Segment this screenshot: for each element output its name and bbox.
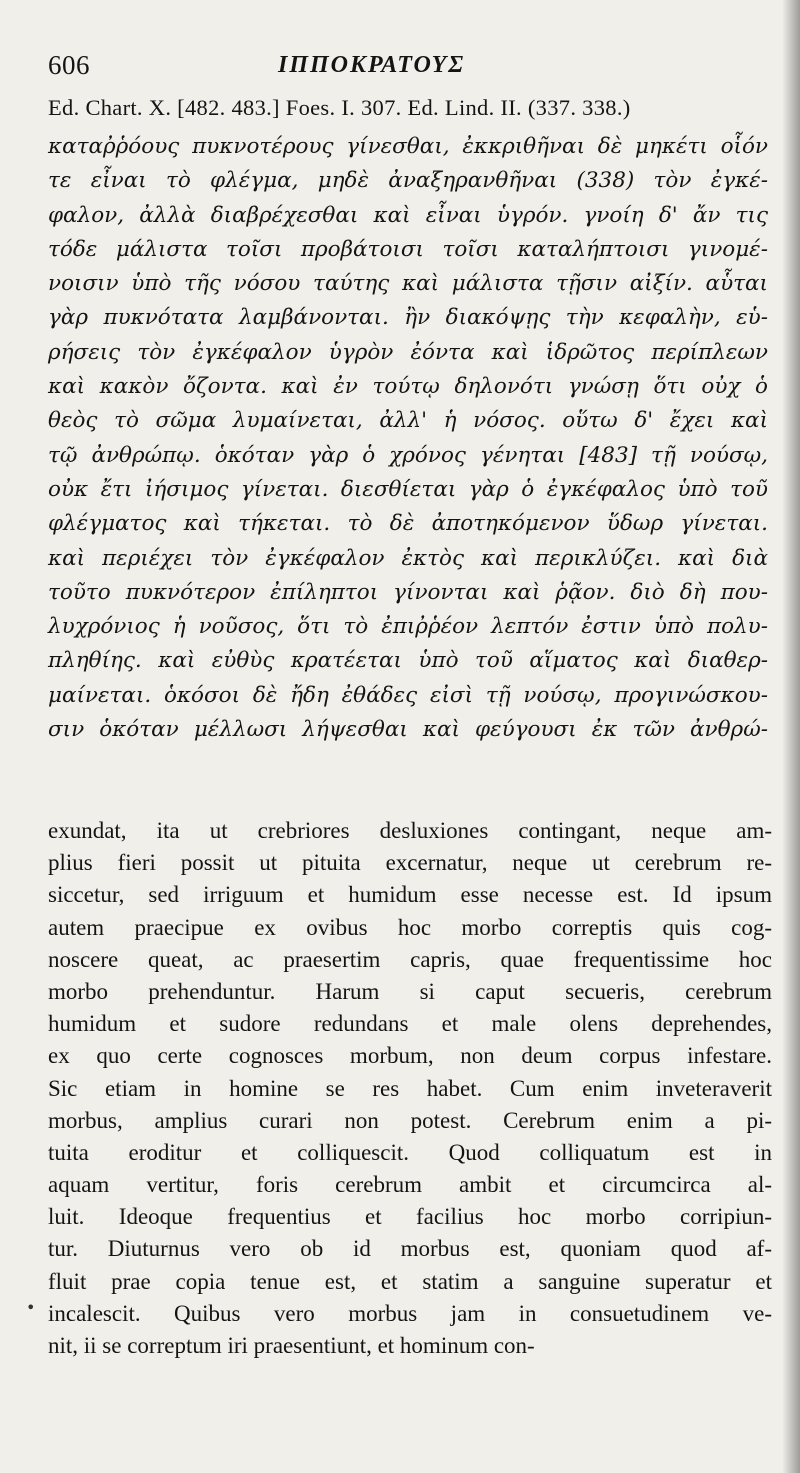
latin-line: ex quo certe cognosces morbum, non deum corpus infestare. [48, 1043, 772, 1069]
latin-line: incalescit. Quibus vero morbus jam in consuetudinem ve- [48, 1300, 772, 1326]
greek-line: πληθίης. καὶ εὐθὺς κρατέεται ὑπὸ τοῦ αἵματος καὶ διαθερ- [48, 648, 768, 674]
page-number: 606 [48, 50, 90, 80]
greek-line: καταῤῥόους πυκνοτέρους γίνεσθαι, ἐκκριθῆναι δὲ μηκέτι οἷόν [48, 134, 768, 159]
running-head [48, 50, 752, 90]
margin-dot-mark: • [26, 1298, 36, 1317]
greek-line: φλέγματος καὶ τήκεται. τὸ δὲ ἀποτηκόμενον ὕδωρ γίνεται. [48, 511, 768, 537]
greek-line: τῷ ἀνθρώπῳ. ὁκόταν γὰρ ὁ χρόνος γένηται [483] τῇ νούσῳ, [48, 442, 768, 468]
greek-line: ρήσεις τὸν ἐγκέφαλον ὑγρὸν ἐόντα καὶ ἱδρῶτος περίπλεων [48, 339, 768, 365]
latin-line: nit, ii se correptum iri praesentiunt, et hominum con- [48, 1333, 535, 1358]
latin-line: plius fieri possit ut pituita excernatur, neque ut cerebrum re- [48, 850, 772, 876]
greek-line: οὐκ ἔτι ἰήσιμος γίνεται. διεσθίεται γὰρ ὁ ἐγκέφαλος ὑπὸ τοῦ [48, 476, 768, 502]
greek-line: μαίνεται. ὁκόσοι δὲ ἤδη ἐθάδες εἰσὶ τῇ νούσῳ, προγινώσκου- [48, 682, 768, 708]
latin-line: Sic etiam in homine se res habet. Cum enim inveteraverit [48, 1075, 772, 1101]
greek-line: νοισιν ὑπὸ τῆς νόσου ταύτης καὶ μάλιστα τῇσιν αἰξίν. αὗται [48, 271, 768, 297]
greek-line: τοῦτο πυκνότερον ἐπίληπτοι γίνονται καὶ ῥᾷον. διὸ δὴ που- [48, 579, 768, 605]
latin-line: exundat, ita ut crebriores desluxiones contingant, neque am- [48, 818, 772, 843]
latin-line: tuita eroditur et colliquescit. Quod colliquatum est in [48, 1139, 772, 1165]
latin-line: aquam vertitur, foris cerebrum ambit et circumcirca al- [48, 1172, 772, 1198]
greek-line: τε εἶναι τὸ φλέγμα, μηδὲ ἀναξηρανθῆναι (338) τὸν ἐγκέ- [48, 168, 768, 194]
running-title: ΙΠΠΟΚΡΑΤΟΥΣ [278, 52, 466, 78]
latin-line: morbo prehenduntur. Harum si caput secueris, cerebrum [48, 978, 772, 1004]
latin-line: autem praecipue ex ovibus hoc morbo correptis quis cog- [48, 914, 772, 940]
latin-line: humidum et sudore redundans et male olens deprehendes, [48, 1011, 772, 1037]
latin-line: luit. Ideoque frequentius et facilius hoc morbo corripiun- [48, 1204, 772, 1230]
greek-text [48, 130, 768, 747]
latin-line: morbus, amplius curari non potest. Cerebrum enim a pi- [48, 1107, 772, 1133]
latin-line: fluit prae copia tenue est, et statim a sanguine superatur et [48, 1268, 772, 1294]
edition-reference: Ed. Chart. X. [482. 483.] Foes. I. 307. Ed. Lind. II. (337. 338.) [48, 95, 631, 120]
greek-line: γὰρ πυκνότατα λαμβάνονται. ἢν διακόψῃς τὴν κεφαλὴν, εὑ- [48, 305, 768, 331]
greek-line: καὶ κακὸν ὄζοντα. καὶ ἐν τούτῳ δηλονότι γνώσῃ ὅτι οὐχ ὁ [48, 374, 768, 400]
latin-line: noscere queat, ac praesertim capris, quae frequentissime hoc [48, 946, 772, 972]
latin-text [48, 815, 772, 1362]
greek-line: καὶ περιέχει τὸν ἐγκέφαλον ἐκτὸς καὶ περικλύζει. καὶ διὰ [48, 545, 768, 571]
greek-line: φαλον, ἀλλὰ διαβρέχεσθαι καὶ εἶναι ὑγρόν. γνοίη δ' ἄν τις [48, 202, 768, 228]
greek-line: σιν ὁκόταν μέλλωσι λήψεσθαι καὶ φεύγουσι ἐκ τῶν ἀνθρώ- [48, 717, 768, 743]
greek-line: λυχρόνιος ἡ νοῦσος, ὅτι τὸ ἐπιῤῥέον λεπτόν ἐστιν ὑπὸ πολυ- [48, 614, 768, 640]
latin-line: tur. Diuturnus vero ob id morbus est, quoniam quod af- [48, 1236, 772, 1262]
greek-line: τόδε μάλιστα τοῖσι προβάτοισι τοῖσι καταλήπτοισι γινομέ- [48, 236, 768, 262]
latin-line: siccetur, sed irriguum et humidum esse necesse est. Id ipsum [48, 882, 772, 908]
greek-line: θεὸς τὸ σῶμα λυμαίνεται, ἀλλ' ἡ νόσος. οὕτω δ' ἔχει καὶ [48, 408, 768, 434]
